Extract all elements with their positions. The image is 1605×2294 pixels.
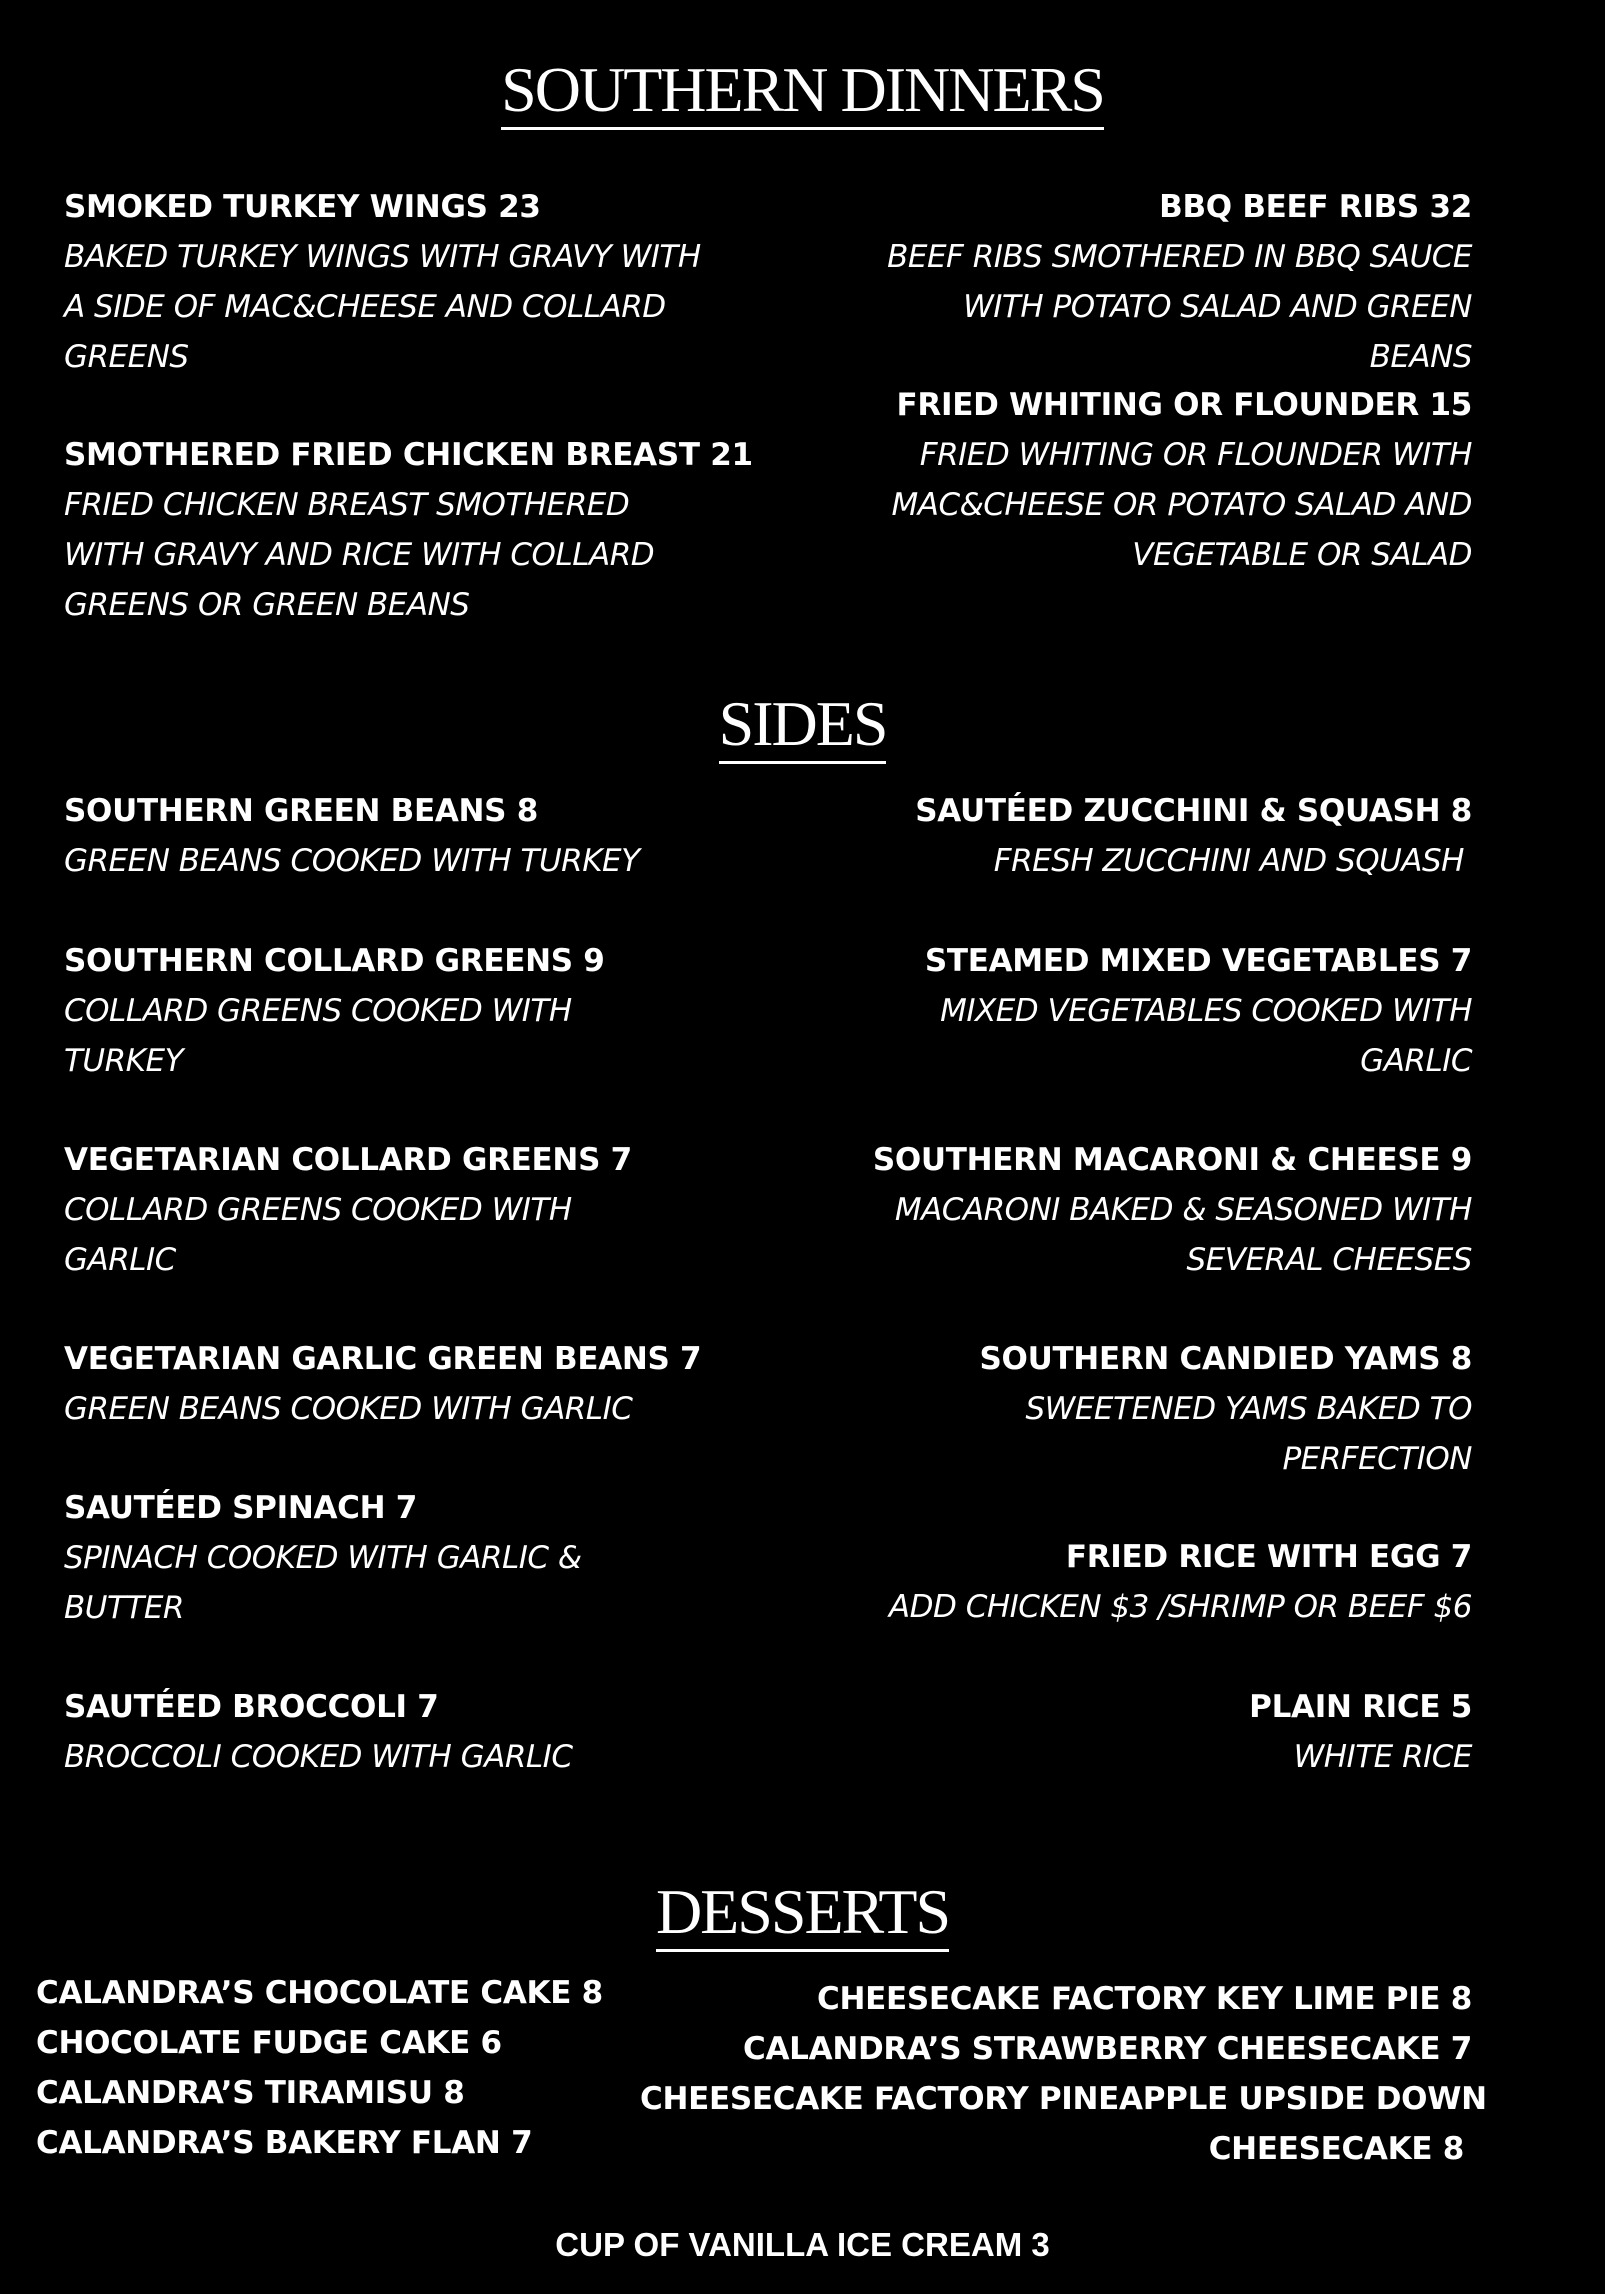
item-name: SOUTHERN CANDIED YAMS 8	[979, 1341, 1472, 1377]
menu-item	[64, 430, 753, 630]
item-description: COLLARD GREENS COOKED WITH TURKEY	[64, 993, 572, 1079]
dessert-item: CALANDRA’S BAKERY FLAN 7	[36, 2125, 533, 2161]
item-description: SWEETENED YAMS BAKED TO PERFECTION	[1025, 1391, 1472, 1477]
item-description: FRIED CHICKEN BREAST SMOTHERED WITH GRAVY AND RICE WITH COLLARD GREENS OR GREEN BEANS	[64, 487, 655, 623]
desserts-heading: DESSERTS	[0, 1880, 1605, 1944]
item-name: SMOTHERED FRIED CHICKEN BREAST 21	[64, 437, 753, 473]
menu-item	[64, 1682, 724, 1782]
item-name: FRIED RICE WITH EGG 7	[1065, 1539, 1472, 1575]
dessert-item: CALANDRA’S STRAWBERRY CHEESECAKE 7	[743, 2031, 1472, 2067]
item-description: BAKED TURKEY WINGS WITH GRAVY WITH A SIDE OF MAC&CHEESE AND COLLARD GREENS	[64, 239, 701, 375]
menu-item	[812, 1532, 1472, 1632]
item-description: MIXED VEGETABLES COOKED WITH GARLIC	[940, 993, 1472, 1079]
menu-item	[64, 786, 724, 886]
dessert-item-ice-cream: CUP OF VANILLA ICE CREAM 3	[555, 2226, 1050, 2263]
menu-item	[812, 182, 1472, 382]
menu-item	[64, 1334, 724, 1434]
dessert-item: CALANDRA’S TIRAMISU 8	[36, 2075, 465, 2111]
item-name: SAUTÉED SPINACH 7	[64, 1490, 418, 1526]
item-name: SAUTÉED BROCCOLI 7	[64, 1689, 439, 1725]
item-description: ADD CHICKEN $3 /SHRIMP OR BEEF $6	[888, 1589, 1472, 1625]
item-description: GREEN BEANS COOKED WITH TURKEY	[64, 843, 640, 879]
menu-item	[812, 380, 1472, 580]
item-description: WHITE RICE	[1293, 1739, 1472, 1775]
southern-dinners-heading: SOUTHERN DINNERS	[0, 58, 1605, 122]
item-name: FRIED WHITING OR FLOUNDER 15	[896, 387, 1472, 423]
item-description: BROCCOLI COOKED WITH GARLIC	[64, 1739, 573, 1775]
menu-item	[812, 1682, 1472, 1782]
menu-item	[812, 786, 1472, 886]
item-name: STEAMED MIXED VEGETABLES 7	[924, 943, 1472, 979]
dessert-item: CHOCOLATE FUDGE CAKE 6	[36, 2025, 502, 2061]
sides-heading: SIDES	[0, 692, 1605, 756]
menu-item	[64, 1135, 632, 1285]
dessert-item: CHEESECAKE 8	[1208, 2131, 1464, 2167]
item-name: SAUTÉED ZUCCHINI & SQUASH 8	[915, 793, 1472, 829]
item-description: MACARONI BAKED & SEASONED WITH SEVERAL CHEESES	[894, 1192, 1472, 1278]
desserts-left-list	[36, 1968, 603, 2168]
item-description: SPINACH COOKED WITH GARLIC & BUTTER	[64, 1540, 582, 1626]
item-name: SMOKED TURKEY WINGS 23	[64, 189, 541, 225]
menu-item	[64, 936, 624, 1086]
item-description: BEEF RIBS SMOTHERED IN BBQ SAUCE WITH POTATO SALAD AND GREEN BEANS	[887, 239, 1472, 375]
item-name: BBQ BEEF RIBS 32	[1159, 189, 1472, 225]
dessert-item: CALANDRA’S CHOCOLATE CAKE 8	[36, 1975, 603, 2011]
item-name: SOUTHERN MACARONI & CHEESE 9	[872, 1142, 1472, 1178]
menu-item	[812, 1135, 1472, 1285]
item-description: GREEN BEANS COOKED WITH GARLIC	[64, 1391, 633, 1427]
item-name: VEGETARIAN GARLIC GREEN BEANS 7	[64, 1341, 702, 1377]
menu-item	[64, 182, 704, 382]
item-name: VEGETARIAN COLLARD GREENS 7	[64, 1142, 632, 1178]
menu-item	[812, 936, 1472, 1086]
item-description: COLLARD GREENS COOKED WITH GARLIC	[64, 1192, 572, 1278]
menu-item	[812, 1334, 1472, 1484]
item-description: FRESH ZUCCHINI AND SQUASH	[993, 843, 1464, 879]
item-name: SOUTHERN GREEN BEANS 8	[64, 793, 538, 829]
item-name: PLAIN RICE 5	[1249, 1689, 1472, 1725]
desserts-right-list	[640, 1974, 1487, 2174]
dessert-item: CHEESECAKE FACTORY KEY LIME PIE 8	[817, 1981, 1472, 2017]
item-name: SOUTHERN COLLARD GREENS 9	[64, 943, 605, 979]
menu-item	[64, 1483, 624, 1633]
item-description: FRIED WHITING OR FLOUNDER WITH MAC&CHEESE OR POTATO SALAD AND VEGETABLE OR SALAD	[891, 437, 1472, 573]
dessert-item: CHEESECAKE FACTORY PINEAPPLE UPSIDE DOWN	[640, 2081, 1487, 2117]
